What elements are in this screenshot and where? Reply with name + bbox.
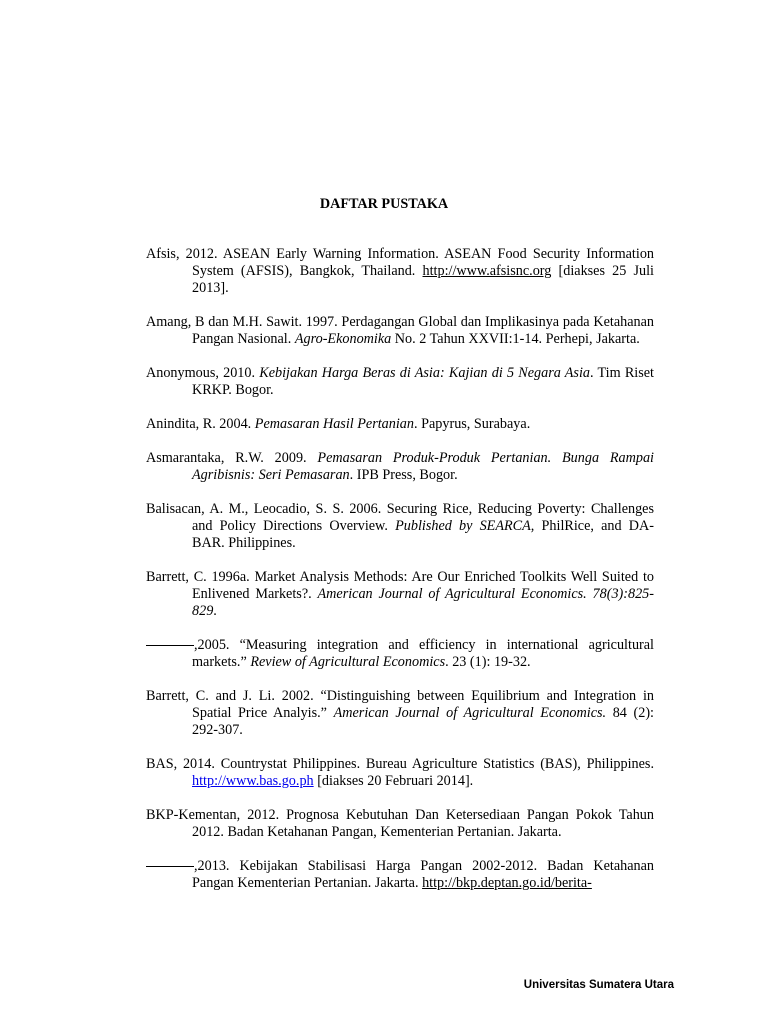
reference-italic: Review of Agricultural Economics bbox=[250, 654, 446, 670]
page-title: DAFTAR PUSTAKA bbox=[319, 196, 449, 212]
reference-entry bbox=[146, 365, 654, 399]
reference-list bbox=[146, 246, 654, 909]
reference-text: Barrett, C. 1996a. Market Analysis Methods: Are Our Enriched Toolkits Well Suited to Enlivened Markets?. bbox=[146, 569, 654, 602]
reference-italic: Published by SEARCA, bbox=[395, 518, 535, 534]
reference-text: . Papyrus, Surabaya. bbox=[414, 416, 531, 432]
reference-entry bbox=[146, 569, 654, 620]
reference-text: Balisacan, A. M., Leocadio, S. S. 2006. Securing Rice, Reducing Poverty: Challenges and Policy Directions Overview. bbox=[146, 501, 654, 534]
footer-institution: Universitas Sumatera Utara bbox=[523, 979, 674, 991]
reference-text: ,2005. “Measuring integration and efficiency in international agricultural markets.” bbox=[192, 637, 654, 670]
reference-text: PhilRice, and DA-BAR. Philippines. bbox=[192, 518, 654, 551]
reference-entry bbox=[146, 858, 654, 892]
reference-text: No. 2 Tahun XXVII:1-14. Perhepi, Jakarta. bbox=[391, 331, 640, 347]
reference-italic: Pemasaran Hasil Pertanian bbox=[254, 416, 414, 432]
reference-text: Anindita, R. 2004. bbox=[146, 416, 255, 432]
reference-entry bbox=[146, 450, 654, 484]
reference-text: ,2013. Kebijakan Stabilisasi Harga Pangan 2002-2012. Badan Ketahanan Pangan Kementerian Pertanian. Jakarta. bbox=[192, 858, 654, 891]
ditto-line bbox=[146, 644, 194, 646]
reference-entry bbox=[146, 688, 654, 739]
reference-text: Barrett, C. and J. Li. 2002. “Distinguishing between Equilibrium and Integration in Spatial Price Analyis.” bbox=[146, 688, 654, 721]
reference-text: Anonymous, 2010. bbox=[146, 365, 260, 381]
reference-italic: Kebijakan Harga Beras di Asia: Kajian di 5 Negara Asia bbox=[259, 365, 590, 381]
reference-entry bbox=[146, 501, 654, 552]
reference-entry bbox=[146, 637, 654, 671]
reference-text: BAS, 2014. Countrystat Philippines. Bureau Agriculture Statistics (BAS), Philippines. bbox=[146, 756, 654, 772]
ditto-line bbox=[146, 865, 194, 867]
reference-italic: Agro-Ekonomika bbox=[294, 331, 392, 347]
reference-text: BKP-Kementan, 2012. Prognosa Kebutuhan Dan Ketersediaan Pangan Pokok Tahun 2012. Badan Ketahanan Pangan, Kementerian Pertanian. Jakarta. bbox=[146, 807, 654, 840]
reference-url-link[interactable]: http://www.afsisnc.org bbox=[422, 263, 552, 279]
reference-text: . IPB Press, Bogor. bbox=[349, 467, 458, 483]
reference-text: . Tim Riset KRKP. Bogor. bbox=[192, 365, 654, 398]
reference-text: Amang, B dan M.H. Sawit. 1997. Perdagangan Global dan Implikasinya pada Ketahanan Pangan Nasional. bbox=[146, 314, 654, 347]
reference-text: . 23 (1): 19-32. bbox=[445, 654, 531, 670]
reference-entry bbox=[146, 807, 654, 841]
reference-italic: American Journal of Agricultural Economics. 78(3):825-829 bbox=[192, 586, 655, 619]
reference-text: . bbox=[213, 603, 217, 619]
reference-text: Afsis, 2012. ASEAN Early Warning Information. ASEAN Food Security Information System (AFSIS), Bangkok, Thailand. bbox=[146, 246, 654, 279]
reference-text: Asmarantaka, R.W. 2009. bbox=[146, 450, 318, 466]
reference-italic: Pemasaran Produk-Produk Pertanian. Bunga Rampai Agribisnis: Seri Pemasaran bbox=[192, 450, 654, 483]
reference-text: 84 (2): 292-307. bbox=[192, 705, 654, 738]
reference-url-link[interactable]: http://www.bas.go.ph bbox=[192, 773, 314, 789]
reference-italic: American Journal of Agricultural Economics. bbox=[333, 705, 607, 721]
reference-entry bbox=[146, 314, 654, 348]
reference-entry bbox=[146, 756, 654, 790]
reference-entry bbox=[146, 416, 654, 433]
reference-entry bbox=[146, 246, 654, 297]
reference-text: [diakses 20 Februari 2014]. bbox=[313, 773, 474, 789]
reference-text: [diakses 25 Juli 2013]. bbox=[192, 263, 654, 296]
reference-url-link[interactable]: http://bkp.deptan.go.id/berita- bbox=[422, 875, 592, 891]
